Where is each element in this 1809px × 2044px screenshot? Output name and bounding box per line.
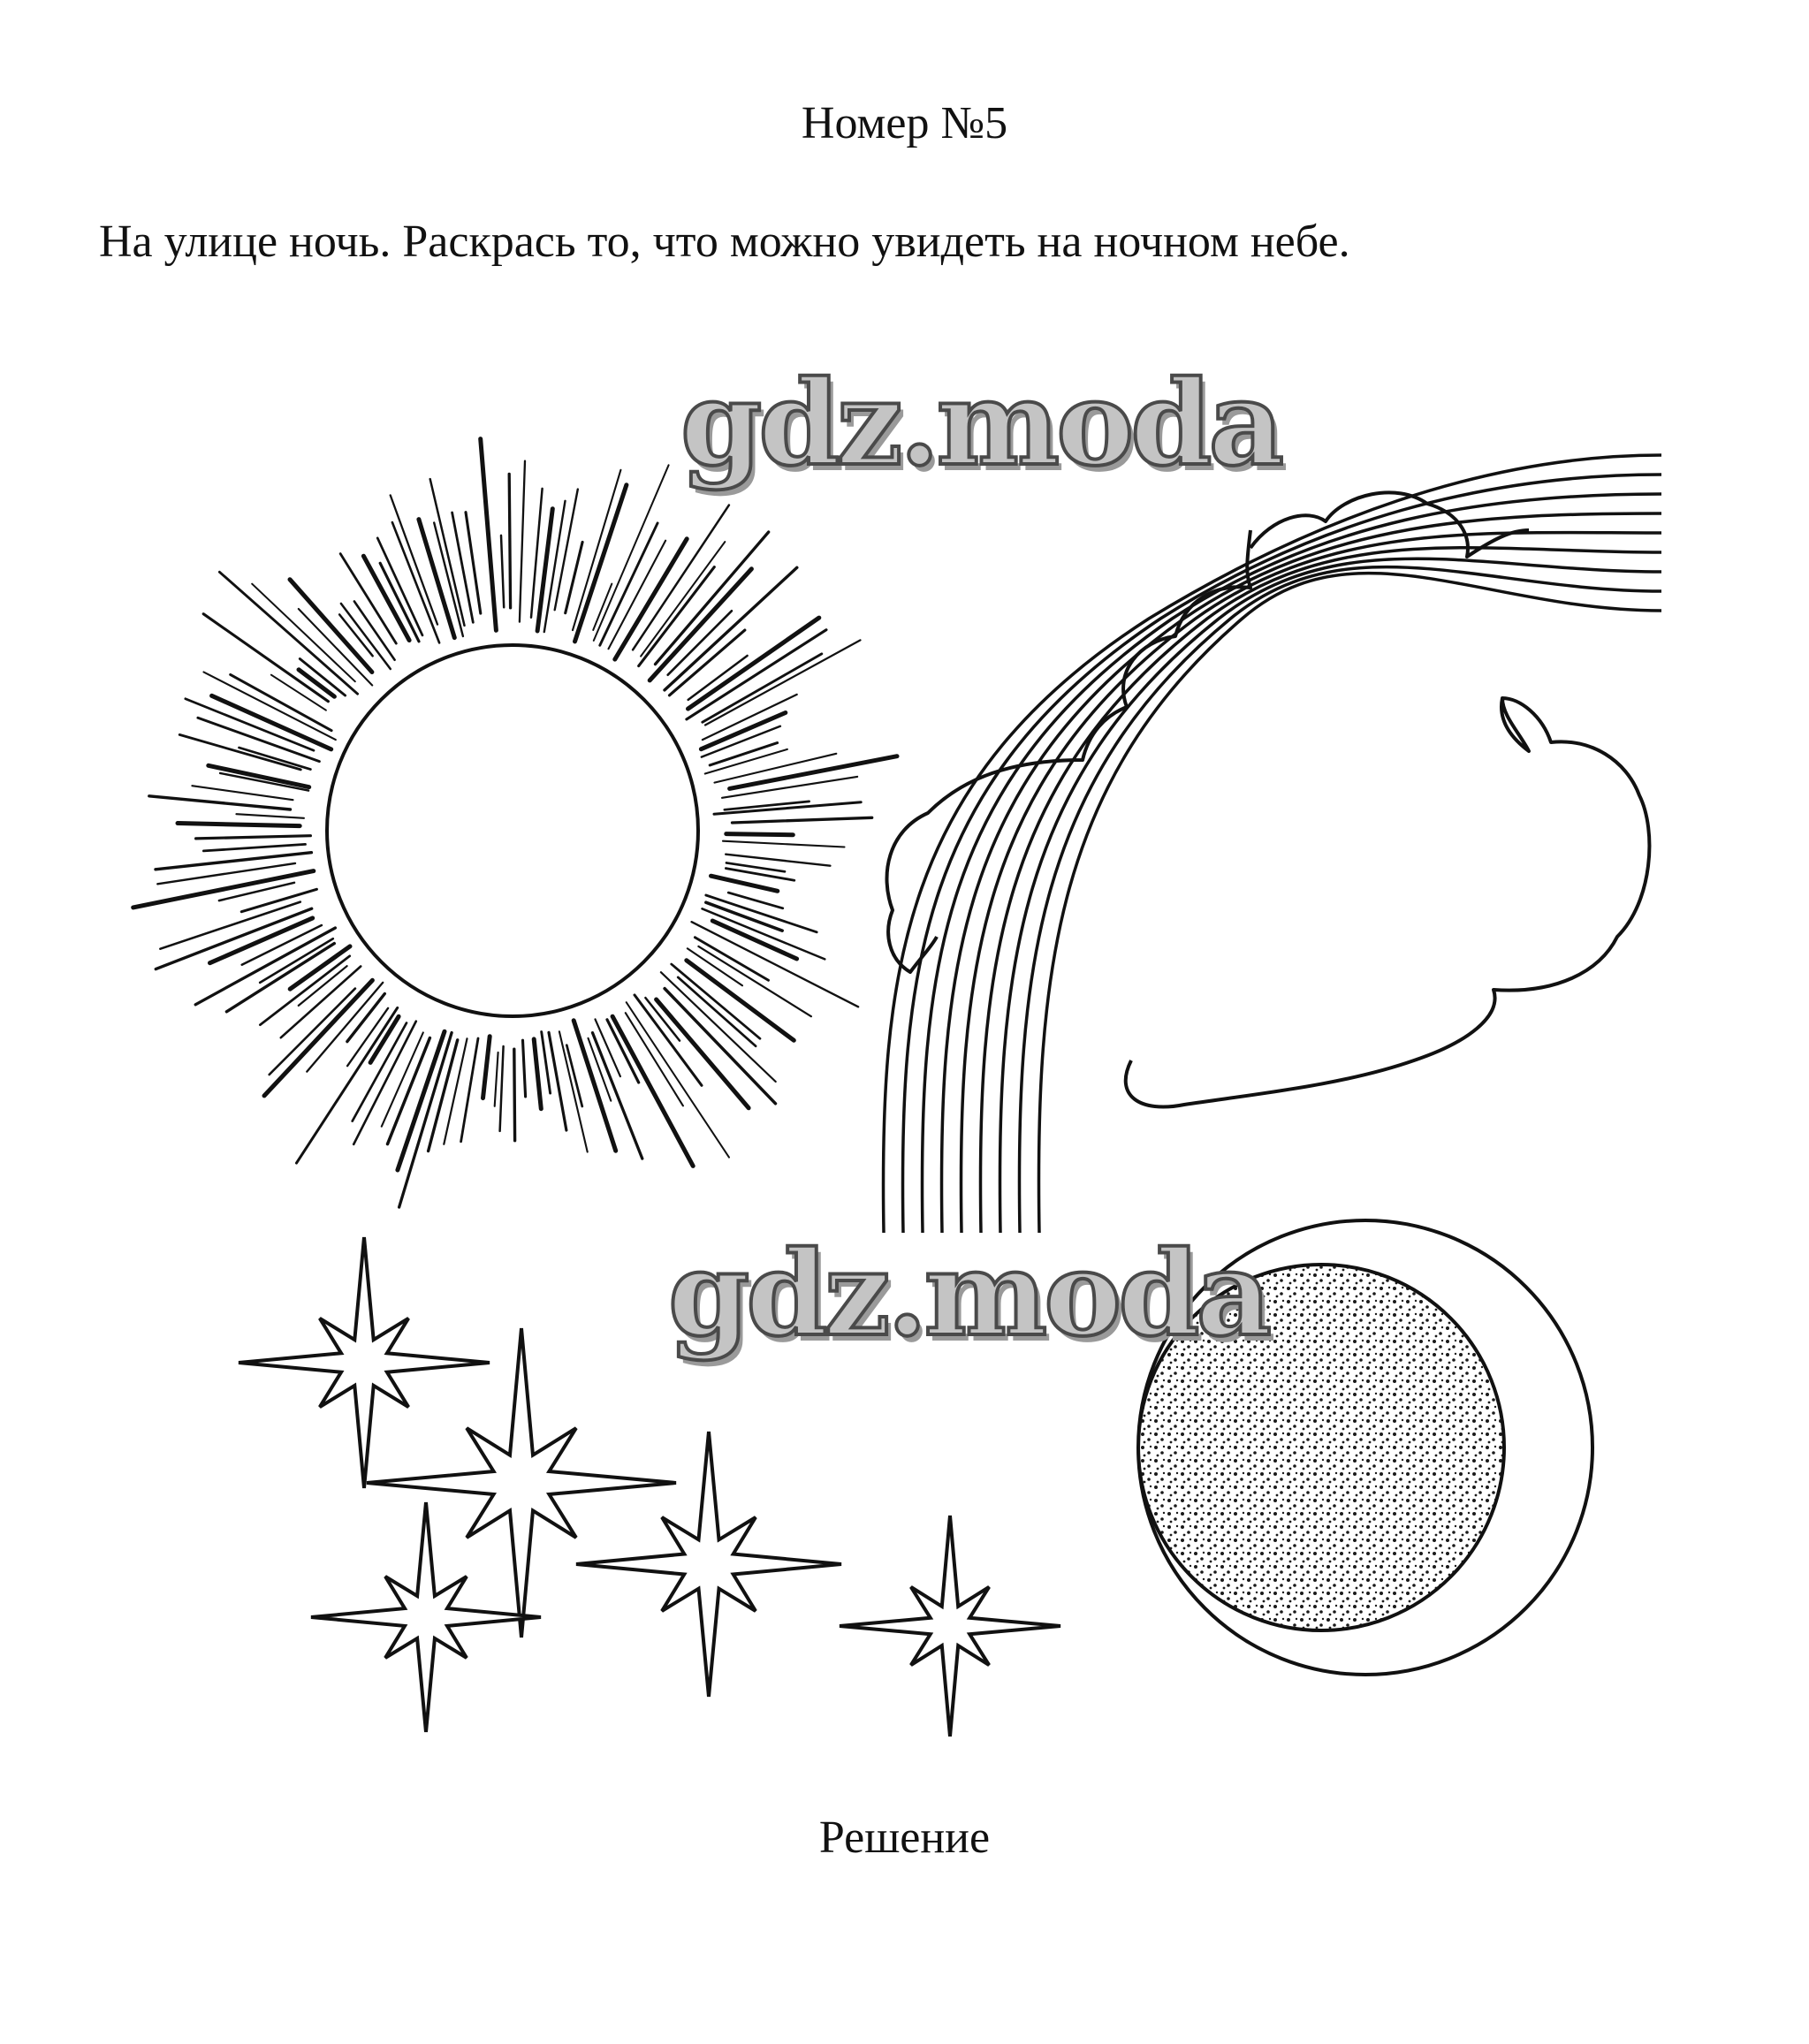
sun-ray xyxy=(203,614,328,702)
sun-ray xyxy=(542,1032,551,1094)
sun-ray xyxy=(687,630,826,719)
rainbow-band xyxy=(961,533,1661,1233)
sun-ray xyxy=(500,1046,504,1131)
sun-ray xyxy=(688,656,748,700)
sun-ray xyxy=(341,604,391,669)
sun-ray xyxy=(483,1037,490,1098)
star-icon xyxy=(311,1502,541,1732)
sun-icon xyxy=(133,439,897,1208)
sun-ray xyxy=(711,876,778,891)
sun-ray xyxy=(514,1049,515,1141)
rainbow-band xyxy=(941,513,1661,1233)
sun-ray xyxy=(260,956,349,1025)
rainbow-band xyxy=(1019,567,1661,1233)
sun-ray xyxy=(399,1033,452,1208)
page-title: Номер №5 xyxy=(801,98,1008,148)
rainbow-band xyxy=(1000,558,1661,1233)
sun-ray xyxy=(523,1040,526,1097)
watermark-bottom: gdz.moda xyxy=(668,1226,1269,1363)
rainbow-band xyxy=(922,494,1661,1233)
sun-ray xyxy=(370,1016,399,1062)
sun-ray xyxy=(607,1020,639,1083)
sun-ray xyxy=(133,871,314,908)
sun-ray xyxy=(495,1052,498,1106)
sun-ray xyxy=(196,836,311,839)
task-instruction: На улице ночь. Раскрась то, что можно увидеть на ночном небе. xyxy=(99,217,1350,267)
sun-ray xyxy=(726,869,794,881)
sun-ray xyxy=(723,841,845,847)
sun-ray xyxy=(566,542,582,612)
sun-ray xyxy=(212,695,331,749)
watermark-top: gdz.moda xyxy=(680,355,1281,492)
sun-ray xyxy=(501,536,504,607)
sun-ray xyxy=(733,817,872,823)
sun-ray xyxy=(575,485,627,642)
star-icon xyxy=(840,1516,1060,1736)
star-icon xyxy=(576,1432,841,1697)
rainbow-icon xyxy=(883,455,1661,1233)
sun-ray xyxy=(668,611,732,674)
solution-label: Решение xyxy=(818,1812,991,1863)
rainbow-band xyxy=(980,548,1661,1233)
sun-ray xyxy=(509,474,510,607)
sun-ray xyxy=(520,461,525,622)
sun-ray xyxy=(178,824,300,826)
cloud-icon xyxy=(886,492,1649,1106)
sun-ray xyxy=(198,718,320,761)
sun-ray xyxy=(156,853,311,870)
star-icon xyxy=(239,1237,490,1488)
sun-ray xyxy=(237,814,304,818)
sun-ray xyxy=(179,734,300,770)
sun-ray xyxy=(239,748,311,770)
star-icon xyxy=(367,1328,676,1637)
sun-ray xyxy=(203,844,305,851)
sun-ray xyxy=(219,883,294,900)
sun-ray xyxy=(726,834,794,835)
sun-ray xyxy=(534,1039,541,1109)
sun-ray xyxy=(481,439,497,631)
sun-ray xyxy=(609,541,666,650)
sun-ray xyxy=(156,908,311,969)
sun-ray xyxy=(149,796,291,809)
sun-ray xyxy=(612,1016,693,1166)
sun-ray xyxy=(657,999,749,1108)
sun-ray xyxy=(192,786,293,800)
